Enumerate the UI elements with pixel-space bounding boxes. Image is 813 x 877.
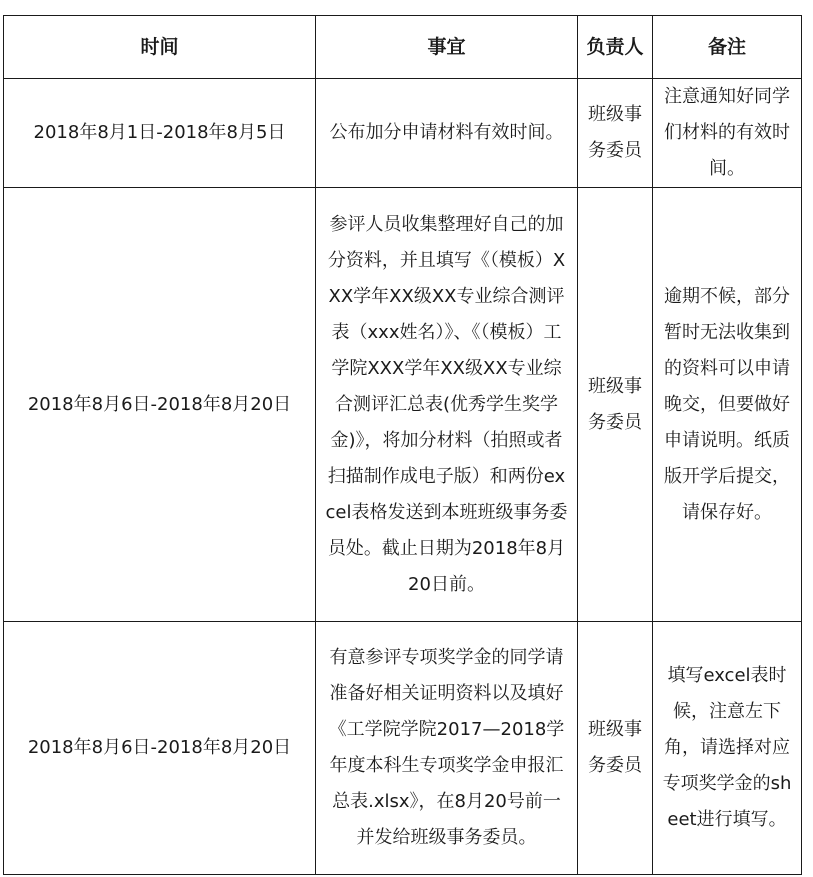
cell-time: 2018年8月6日-2018年8月20日 [4, 622, 316, 875]
table-row [4, 188, 802, 622]
cell-owner [578, 188, 653, 622]
cell-owner [578, 622, 653, 875]
cell-owner-text: 班级事务委员 [588, 375, 642, 433]
cell-owner-text: 班级事务委员 [588, 719, 642, 776]
clipped-document-heading [310, 0, 813, 2]
cell-note-text: 填写excel表时候，注意左下角，请选择对应专项奖学金的sheet进行填写。 [662, 665, 792, 830]
cell-note [653, 188, 802, 622]
cell-item [316, 622, 578, 875]
table-header-row [4, 16, 802, 79]
header-time: 时间 [4, 16, 316, 79]
cell-item [316, 79, 578, 188]
cell-note [653, 622, 802, 875]
schedule-table [3, 15, 802, 875]
cell-time: 2018年8月1日-2018年8月5日 [4, 79, 316, 188]
cell-item-text: 参评人员收集整理好自己的加分资料，并且填写《（模板）XXX学年XX级XX专业综合测评表（xxx姓名）》、《（模板）工学院XXX学年XX级XX专业综合测评汇总表(优秀学生奖学金)》，将加分材料（拍照或者扫描制作成电子版）和两份excel表格发送到本班班级事务委员处。截止日期为2018年8月20日前。 [325, 213, 568, 595]
cell-item-text: 有意参评专项奖学金的同学请准备好相关证明资料以及填好《工学院学院2017—2018学年度本科生专项奖学金申报汇总表.xlsx》，在8月20号前一并发给班级事务委员。 [328, 647, 565, 848]
cell-note-text: 注意通知好同学们材料的有效时间。 [664, 86, 790, 179]
header-owner [578, 16, 653, 79]
table-row [4, 622, 802, 875]
cell-note-text: 逾期不候，部分暂时无法收集到的资料可以申请晚交，但要做好申请说明。纸质版开学后提交，请保存好。 [664, 285, 790, 523]
cell-time: 2018年8月6日-2018年8月20日 [4, 188, 316, 622]
header-item: 事宜 [316, 16, 578, 79]
cell-note [653, 79, 802, 188]
cell-item [316, 188, 578, 622]
cell-owner [578, 79, 653, 188]
header-note: 备注 [653, 16, 802, 79]
cell-owner-text: 班级事务委员 [588, 104, 642, 161]
cell-item-text: 公布加分申请材料有效时间。 [329, 122, 564, 143]
header-owner-label: 负责人 [586, 35, 644, 58]
table-row [4, 79, 802, 188]
